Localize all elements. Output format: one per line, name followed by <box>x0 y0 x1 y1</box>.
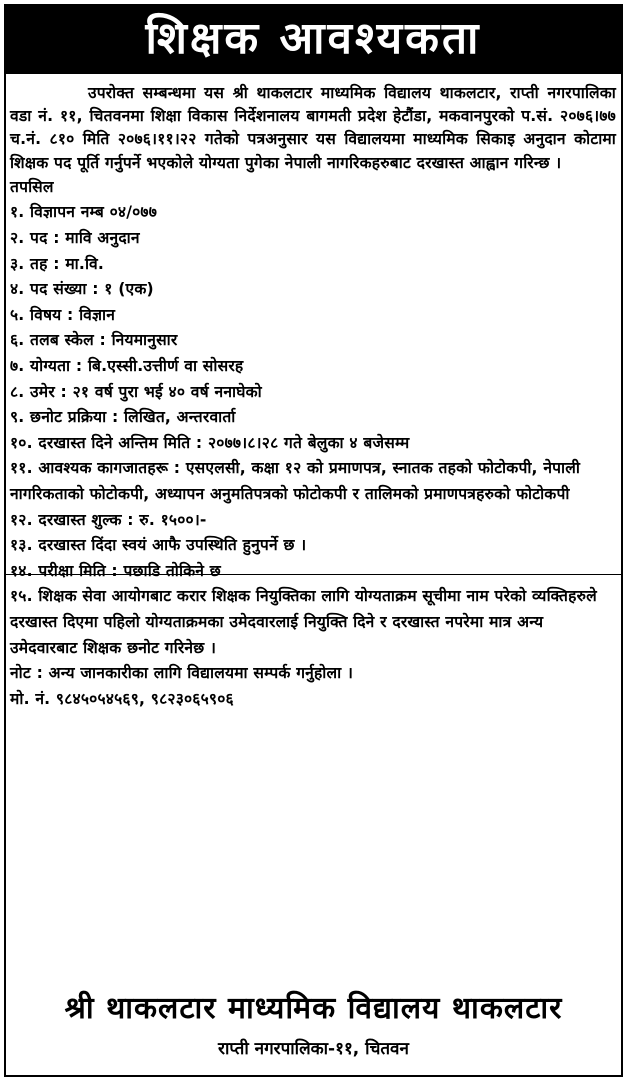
detail-item-3: ३. तह : मा.वि. <box>10 254 105 273</box>
detail-item-2: २. पद : मावि अनुदान <box>10 229 140 247</box>
detail-item-5: ५. विषय : विज्ञान <box>10 305 116 324</box>
detail-item-12: १२. दरखास्त शुल्क : रु. १५००।- <box>10 510 207 529</box>
detail-item-9: ९. छनोट प्रक्रिया : लिखित, अन्तरवार्ता <box>10 408 236 427</box>
school-address: राप्ती नगरपालिका-११, चितवन <box>218 1039 409 1059</box>
detail-item-8: ८. उमेर : २१ वर्ष पुरा भई ४० वर्ष ननाघेको <box>10 382 262 401</box>
detail-item-10: १०. दरखास्त दिने अन्तिम मिति : २०७७।८।२८ गते बेलुका ४ बजेसम्म <box>10 433 410 452</box>
details-heading: तपसिल <box>10 177 54 196</box>
notice-title: शिक्षक आवश्यकता <box>4 4 623 74</box>
detail-item-7: ७. योग्यता : बि.एस्सी.उत्तीर्ण वा सोसरह <box>10 356 244 375</box>
detail-item-6: ६. तलब स्केल : नियमानुसार <box>10 331 178 350</box>
detail-item-1: १. विज्ञापन नम्ब ०४/०७७ <box>10 203 158 222</box>
detail-item-15: १५. शिक्षक सेवा आयोगबाट करार शिक्षक नियुक्तिका लागि योग्यताक्रम सूचीमा नाम परेको व्यक्तिहरुले दरखास्त दिएमा पहिलो योग्यताक्रमका उमेदवारलाई नियुक्ति दिने र दरखास्त नपरेमा मात्र अन्य उमेदवारबाट शिक्षक छनोट गरिनेछ । <box>10 587 597 657</box>
detail-item-11: ११. आवश्यक कागजातहरू : एसएलसी, कक्षा १२ को प्रमाणपत्र, स्नातक तहको फोटोकपी, नेपाली नागरिकताको फोटोकपी, अध्यापन अनुमतिपत्रको फोटोकपी र तालिमको प्रमाणपत्रहरुको फोटोकपी <box>10 459 581 503</box>
detail-item-14: १४. परीक्षा मिति : पछाडि तोकिने छ <box>10 561 221 580</box>
notice-body <box>10 82 616 712</box>
detail-item-4: ४. पद संख्या : १ (एक) <box>10 280 154 299</box>
detail-item-13: १३. दरखास्त दिंदा स्वयं आफै उपस्थिति हुनुपर्ने छ । <box>10 536 307 555</box>
intro-paragraph: उपरोक्त सम्बन्धमा यस श्री थाकलटार माध्यमिक विद्यालय थाकलटार, राप्ती नगरपालिका वडा नं. ११, चितवनमा शिक्षा विकास निर्देशनालय बागमती प्रदेश हेटौंडा, मकवानपुरको प.सं. २०७६।७७ च.नं. ८१० मिति २०७६।११।२२ गतेको पत्रअनुसार यस विद्यालयमा माध्यमिक सिकाइ अनुदान कोटामा शिक्षक पद पूर्ति गर्नुपर्ने भएकोले योग्यता पुगेका नेपाली नागरिकहरुबाट दरखास्त आह्वान गरिन्छ । <box>10 84 616 172</box>
phone-line: मो. नं. ९८४५०५४५६९, ९८२३०६५९०६ <box>10 689 234 708</box>
note-line: नोट : अन्य जानकारीका लागि विद्यालयमा सम्पर्क गर्नुहोला । <box>10 664 354 683</box>
school-name: श्री थाकलटार माध्यमिक विद्यालय थाकलटार <box>64 991 563 1026</box>
